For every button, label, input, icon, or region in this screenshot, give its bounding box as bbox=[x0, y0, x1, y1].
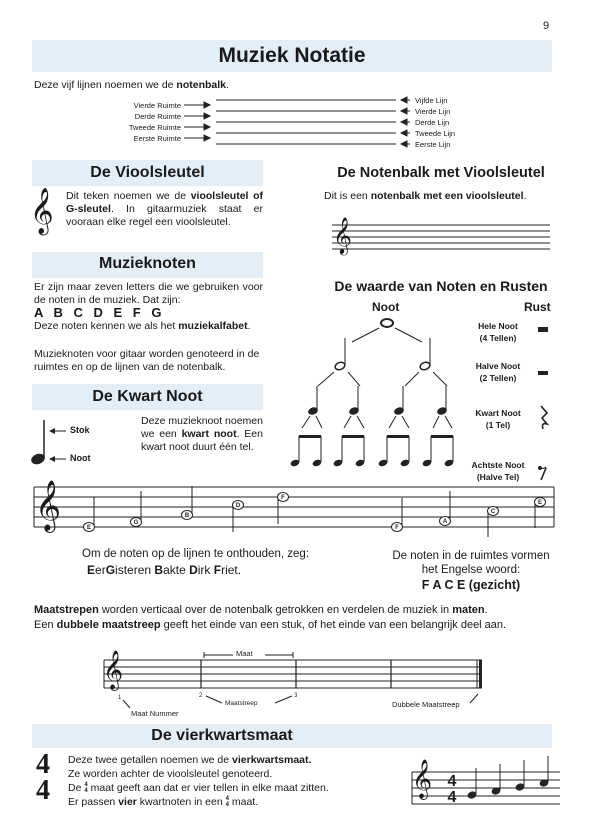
notes-intro: Er zijn maar zeven letters die we gebruiken voor de noten in de muziek. Dat zijn: bbox=[34, 281, 263, 306]
space-labels: Vierde Ruimte Derde Ruimte Tweede Ruimte Eerste Ruimte bbox=[128, 101, 181, 143]
value-row-quarter: Kwart Noot (1 Tel) bbox=[475, 408, 521, 430]
fourfour-text: Deze twee getallen noemen we de vierkwartsmaat. Ze worden achter de vioolsleutel genoteerd. De 4 4 maat geeft aan dat er vier tellen in elke maat zitten. Er passen vier kwartnoten in een 4 4 maat. bbox=[68, 754, 329, 809]
value-row-whole: Hele Noot (4 Tellen) bbox=[478, 321, 518, 343]
staff-clef-heading: De Notenbalk met Vioolsleutel bbox=[337, 165, 545, 181]
maat-label: Maat bbox=[236, 649, 253, 658]
staff-clef-text: Dit is een notenbalk met een vioolsleutel. bbox=[324, 190, 527, 202]
svg-text:A: A bbox=[442, 519, 448, 525]
value-row-eighth: Achtste Noot (Halve Tel) bbox=[471, 460, 525, 482]
clef-text: Dit teken noemen we de vioolsleutel of G-sleutel. In gitaarmuziek staat er vooraan elke regel een vioolsleutel. bbox=[66, 190, 264, 228]
treble-clef-icon: 𝄞 bbox=[103, 650, 124, 690]
quarter-text: Deze muzieknoot noemen we een kwart noot. Een kwart noot duurt één tel. bbox=[141, 415, 263, 453]
double-bar-label: Dubbele Maatstreep bbox=[392, 700, 460, 709]
svg-text:F: F bbox=[281, 495, 285, 501]
treble-clef-icon: 𝄞 bbox=[30, 188, 54, 234]
lines-mnemonic: EerGisteren Bakte Dirk Friet. bbox=[87, 563, 242, 577]
svg-text:D: D bbox=[235, 503, 241, 509]
line-labels: Vijfde Lijn Vierde Lijn Derde Lijn Tweede Lijn Eerste Lijn bbox=[415, 96, 456, 149]
notes-heading: Muzieknoten bbox=[99, 255, 196, 272]
treble-clef-icon: 𝄞 bbox=[412, 759, 433, 799]
svg-text:E: E bbox=[537, 500, 543, 506]
inline-time-signature-icon: 4 4 bbox=[225, 796, 229, 809]
values-col-note: Noot bbox=[372, 300, 400, 314]
treble-clef-icon: 𝄞 bbox=[35, 480, 62, 531]
svg-text:3: 3 bbox=[294, 693, 298, 699]
treble-clef-icon: 𝄞 bbox=[333, 216, 352, 254]
svg-text:B: B bbox=[184, 513, 190, 519]
page-title: Muziek Notatie bbox=[218, 44, 366, 67]
clef-heading: De Vioolsleutel bbox=[90, 164, 205, 181]
measure-number-label: Maat Nummer bbox=[131, 709, 179, 718]
face-word: F A C E (gezicht) bbox=[421, 578, 521, 592]
fourfour-heading: De vierkwartsmaat bbox=[151, 727, 293, 744]
notes-alphabet-text: Deze noten kennen we als het muziekalfabet. bbox=[34, 320, 251, 332]
head-label: Noot bbox=[70, 453, 91, 463]
svg-text:E: E bbox=[86, 525, 92, 531]
lines-mnemonic-intro: Om de noten op de lijnen te onthouden, zeg: bbox=[82, 548, 309, 560]
spaces-mnemonic-intro: De noten in de ruimtes vormen het Engelse woord: bbox=[392, 550, 550, 576]
page-number: 9 bbox=[543, 20, 550, 32]
svg-text:G: G bbox=[133, 520, 139, 526]
staff-intro-text: Deze vijf lijnen noemen we de notenbalk. bbox=[34, 79, 229, 91]
svg-text:F: F bbox=[395, 525, 399, 531]
inline-time-signature-icon: 4 4 bbox=[84, 782, 88, 795]
values-heading: De waarde van Noten en Rusten bbox=[334, 278, 548, 294]
value-row-half: Halve Noot (2 Tellen) bbox=[475, 361, 521, 383]
svg-text:1: 1 bbox=[118, 695, 122, 701]
quarter-heading: De Kwart Noot bbox=[92, 388, 203, 405]
values-col-rest: Rust bbox=[524, 300, 551, 314]
stem-label: Stok bbox=[70, 425, 90, 435]
svg-text:C: C bbox=[490, 509, 496, 515]
maatstreep-label: Maatstreep bbox=[225, 700, 258, 707]
svg-text:4: 4 bbox=[447, 773, 457, 790]
music-alphabet: A B C D E F G bbox=[34, 305, 164, 320]
time-signature-icon: 4 4 bbox=[36, 749, 50, 806]
svg-text:2: 2 bbox=[199, 693, 203, 699]
bars-text: Maatstrepen worden verticaal over de notenbalk getrokken en verdelen de muziek in maten. Een dubbele maatstreep geeft het einde van een stuk, of het einde van een belangrijk deel aan. bbox=[34, 604, 507, 631]
notes-guitar-text: Muzieknoten voor gitaar worden genoteerd in de ruimtes en op de lijnen van de notenbalk. bbox=[34, 348, 260, 373]
svg-text:4: 4 bbox=[447, 789, 457, 806]
